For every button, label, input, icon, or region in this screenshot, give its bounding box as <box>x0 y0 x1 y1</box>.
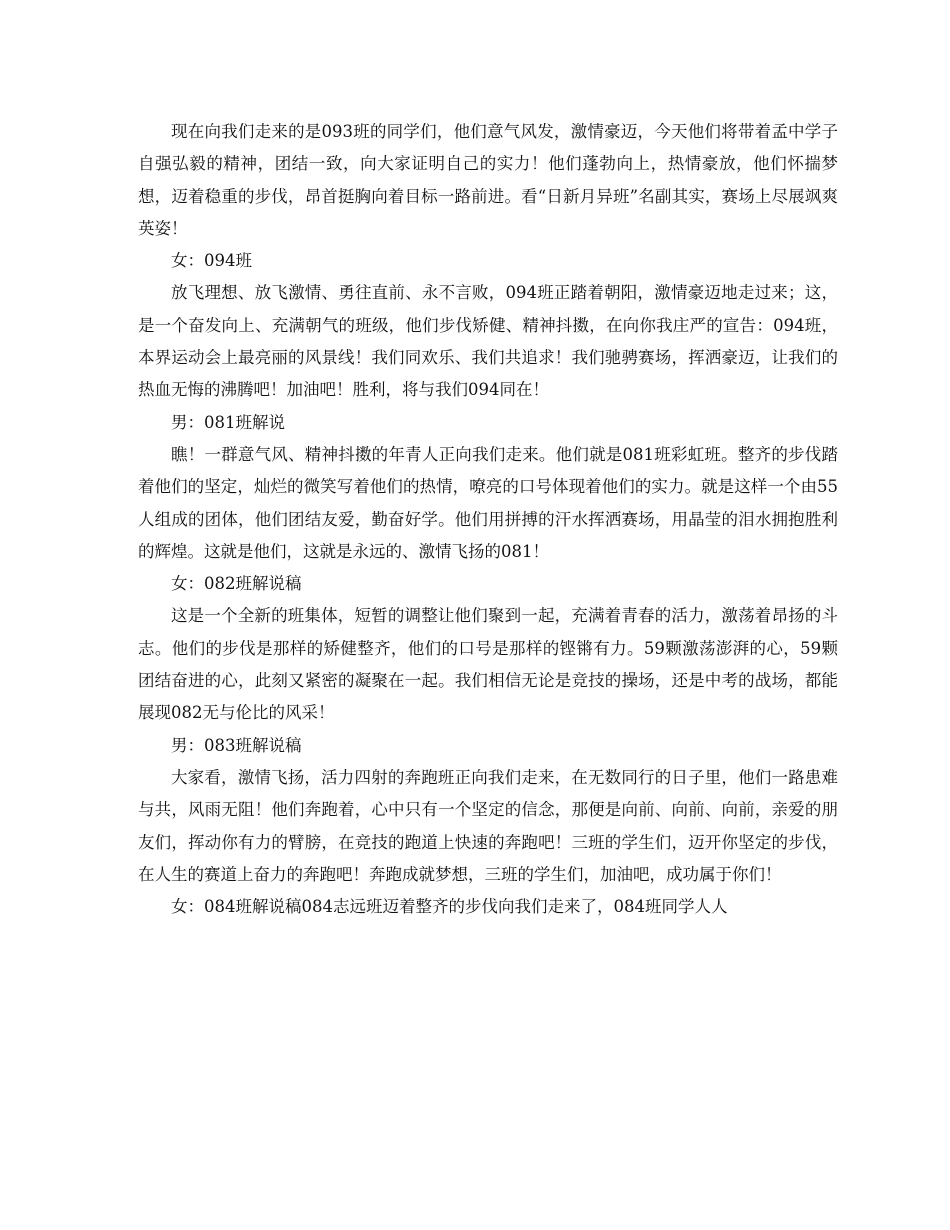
paragraph-083: 大家看，激情飞扬，活力四射的奔跑班正向我们走来，在无数同行的日子里，他们一路患难与共，风雨无阻！他们奔跑着，心中只有一个坚定的信念，那便是向前、向前、向前，亲爱的朋友们，挥动你有力的臂膀，在竞技的跑道上快速的奔跑吧！三班的学生们，迈开你坚定的步伐，在人生的赛道上奋力的奔跑吧！奔跑成就梦想，三班的学生们，加油吧，成功属于你们！ <box>138 767 838 884</box>
speaker-heading-082: 女：082班解说稿 <box>171 574 302 594</box>
speaker-heading-081: 男：081班解说 <box>171 412 285 432</box>
paragraph-082: 这是一个全新的班集体，短暂的调整让他们聚到一起，充满着青春的活力，激荡着昂扬的斗志。他们的步伐是那样的矫健整齐，他们的口号是那样的铿锵有力。59颗激荡澎湃的心，59颗团结奋进的心，此刻又紧密的凝聚在一起。我们相信无论是竞技的操场，还是中考的战场，都能展现082无与伦比的风采！ <box>138 606 838 723</box>
speaker-heading-084: 女：084班解说稿084志远班迈着整齐的步伐向我们走来了，084班同学人人 <box>171 897 728 917</box>
speaker-heading-083: 男：083班解说稿 <box>171 735 302 755</box>
paragraph-093: 现在向我们走来的是093班的同学们，他们意气风发，激情豪迈，今天他们将带着孟中学子自强弘毅的精神，团结一致，向大家证明自己的实力！他们蓬勃向上，热情豪放，他们怀揣梦想，迈着稳重的步伐，昂首挺胸向着目标一路前进。看“日新月异班”名副其实，赛场上尽展飒爽英姿！ <box>138 122 838 238</box>
paragraph-094: 放飞理想、放飞激情、勇往直前、永不言败，094班正踏着朝阳，激情豪迈地走过来；这，是一个奋发向上、充满朝气的班级，他们步伐矫健、精神抖擞，在向你我庄严的宣告：094班，本界运动会上最亮丽的风景线！我们同欢乐、我们共追求！我们驰骋赛场，挥洒豪迈，让我们的热血无悔的沸腾吧！加油吧！胜利，将与我们094同在！ <box>138 283 838 400</box>
document-body <box>138 116 838 923</box>
speaker-heading-094: 女：094班 <box>171 251 252 271</box>
paragraph-081: 瞧！一群意气风、精神抖擞的年青人正向我们走来。他们就是081班彩虹班。整齐的步伐踏着他们的坚定，灿烂的微笑写着他们的热情，嘹亮的口号体现着他们的实力。就是这样一个由55人组成的团体，他们团结友爱，勤奋好学。他们用拼搏的汗水挥洒赛场，用晶莹的泪水拥抱胜利的辉煌。这就是他们，这就是永远的、激情飞扬的081！ <box>138 444 838 561</box>
